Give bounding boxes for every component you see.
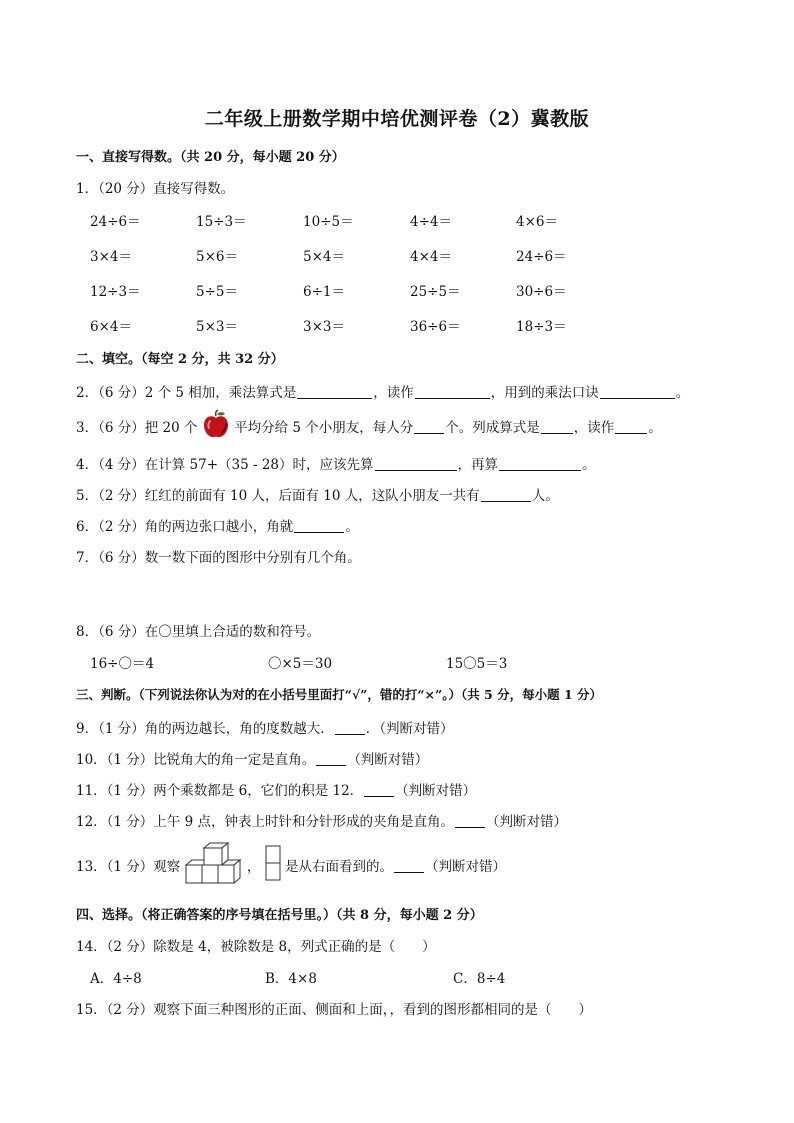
- q1-cell: 24÷6＝: [90, 214, 141, 230]
- answer-blank[interactable]: [375, 456, 457, 471]
- q1-cell: 4×4＝: [410, 249, 452, 265]
- q1-cell: 18÷3＝: [516, 319, 567, 335]
- q1-cell: 24÷6＝: [516, 249, 567, 265]
- q8-item: 16÷〇＝4: [90, 656, 155, 672]
- question-13: 13．（1 分）观察 ， 是从右面看到的。 （判断对错）: [76, 842, 506, 888]
- answer-blank[interactable]: [455, 813, 485, 828]
- q1-cell: 3×4＝: [90, 249, 132, 265]
- section-3-heading: 三、判断。（下列说法你认为对的在小括号里面打“√”，错的打“×”。）（共 5 分，每小题 1 分）: [76, 687, 603, 702]
- apple-icon: [202, 409, 230, 443]
- side-view-figure: [265, 845, 281, 885]
- q1-cell: 25÷5＝: [410, 284, 461, 300]
- question-8: 8．（6 分）在〇里填上合适的数和符号。: [76, 624, 321, 640]
- q1-cell: 15÷3＝: [196, 214, 247, 230]
- question-1: 1．（20 分）直接写得数。: [76, 181, 235, 197]
- answer-blank[interactable]: [481, 487, 531, 502]
- question-10: 10．（1 分）比锐角大的角一定是直角。 （判断对错）: [76, 752, 429, 768]
- question-14: 14．（2 分）除数是 4，被除数是 8，列式正确的是（ ）: [76, 939, 436, 955]
- q1-cell: 6×4＝: [90, 319, 132, 335]
- option-c[interactable]: C．8÷4: [453, 971, 506, 987]
- answer-blank[interactable]: [600, 384, 675, 399]
- q1-cell: 10÷5＝: [303, 214, 354, 230]
- answer-blank[interactable]: [499, 456, 581, 471]
- q1-cell: 12÷3＝: [90, 284, 141, 300]
- question-3: 3．（6 分）把 20 个 平均分给 5 个小朋友，每人分 个。列成算式是 ，读作 。: [76, 409, 662, 443]
- question-15: 15．（2 分）观察下面三种图形的正面、侧面和上面，，看到的图形都相同的是（ ）: [76, 1002, 593, 1018]
- answer-blank[interactable]: [364, 782, 394, 797]
- q1-cell: 30÷6＝: [516, 284, 567, 300]
- question-7: 7．（6 分）数一数下面的图形中分别有几个角。: [76, 550, 361, 566]
- q1-cell: 36÷6＝: [410, 319, 461, 335]
- question-12: 12．（1 分）上午 9 点，钟表上时针和分针形成的夹角是直角。 （判断对错）: [76, 814, 567, 830]
- section-1-heading: 一、直接写得数。（共 20 分，每小题 20 分）: [76, 150, 345, 165]
- answer-blank[interactable]: [316, 751, 346, 766]
- option-a[interactable]: A．4÷8: [90, 971, 142, 987]
- section-4-heading: 四、选择。（将正确答案的序号填在括号里。）（共 8 分，每小题 2 分）: [76, 908, 483, 923]
- q1-cell: 6÷1＝: [303, 284, 345, 300]
- q1-cell: 3×3＝: [303, 319, 345, 335]
- question-4: 4．（4 分）在计算 57+（35 - 28）时，应该先算 ，再算 。: [76, 457, 596, 473]
- page-title: 二年级上册数学期中培优测评卷（2）冀教版: [204, 108, 590, 130]
- answer-blank[interactable]: [414, 419, 444, 434]
- answer-blank[interactable]: [615, 419, 647, 434]
- q1-cell: 5÷5＝: [196, 284, 238, 300]
- q8-item: 15〇5＝3: [446, 656, 508, 672]
- answer-blank[interactable]: [335, 720, 365, 735]
- answer-blank[interactable]: [415, 384, 490, 399]
- q8-item: 〇×5＝30: [268, 656, 333, 672]
- question-5: 5．（2 分）红红的前面有 10 人，后面有 10 人，这队小朋友一共有 人。: [76, 488, 559, 504]
- q1-cell: 5×6＝: [196, 249, 238, 265]
- answer-blank[interactable]: [541, 419, 573, 434]
- section-2-heading: 二、填空。（每空 2 分，共 32 分）: [76, 352, 284, 367]
- option-b[interactable]: B．4×8: [265, 971, 317, 987]
- answer-blank[interactable]: [297, 384, 372, 399]
- answer-blank[interactable]: [294, 518, 344, 533]
- question-11: 11．（1 分）两个乘数都是 6，它们的积是 12． （判断对错）: [76, 783, 477, 799]
- q1-cell: 4×6＝: [516, 214, 558, 230]
- question-6: 6．（2 分）角的两边张口越小，角就 。: [76, 519, 359, 535]
- question-9: 9．（1 分）角的两边越长，角的度数越大． ．（判断对错）: [76, 721, 454, 737]
- q1-cell: 5×4＝: [303, 249, 345, 265]
- question-2: 2．（6 分）2 个 5 相加，乘法算式是 ，读作 ，用到的乘法口诀 。: [76, 385, 690, 401]
- answer-blank[interactable]: [394, 858, 424, 873]
- q1-cell: 5×3＝: [196, 319, 238, 335]
- q1-cell: 4÷4＝: [410, 214, 452, 230]
- cube-stack-figure: [185, 842, 243, 888]
